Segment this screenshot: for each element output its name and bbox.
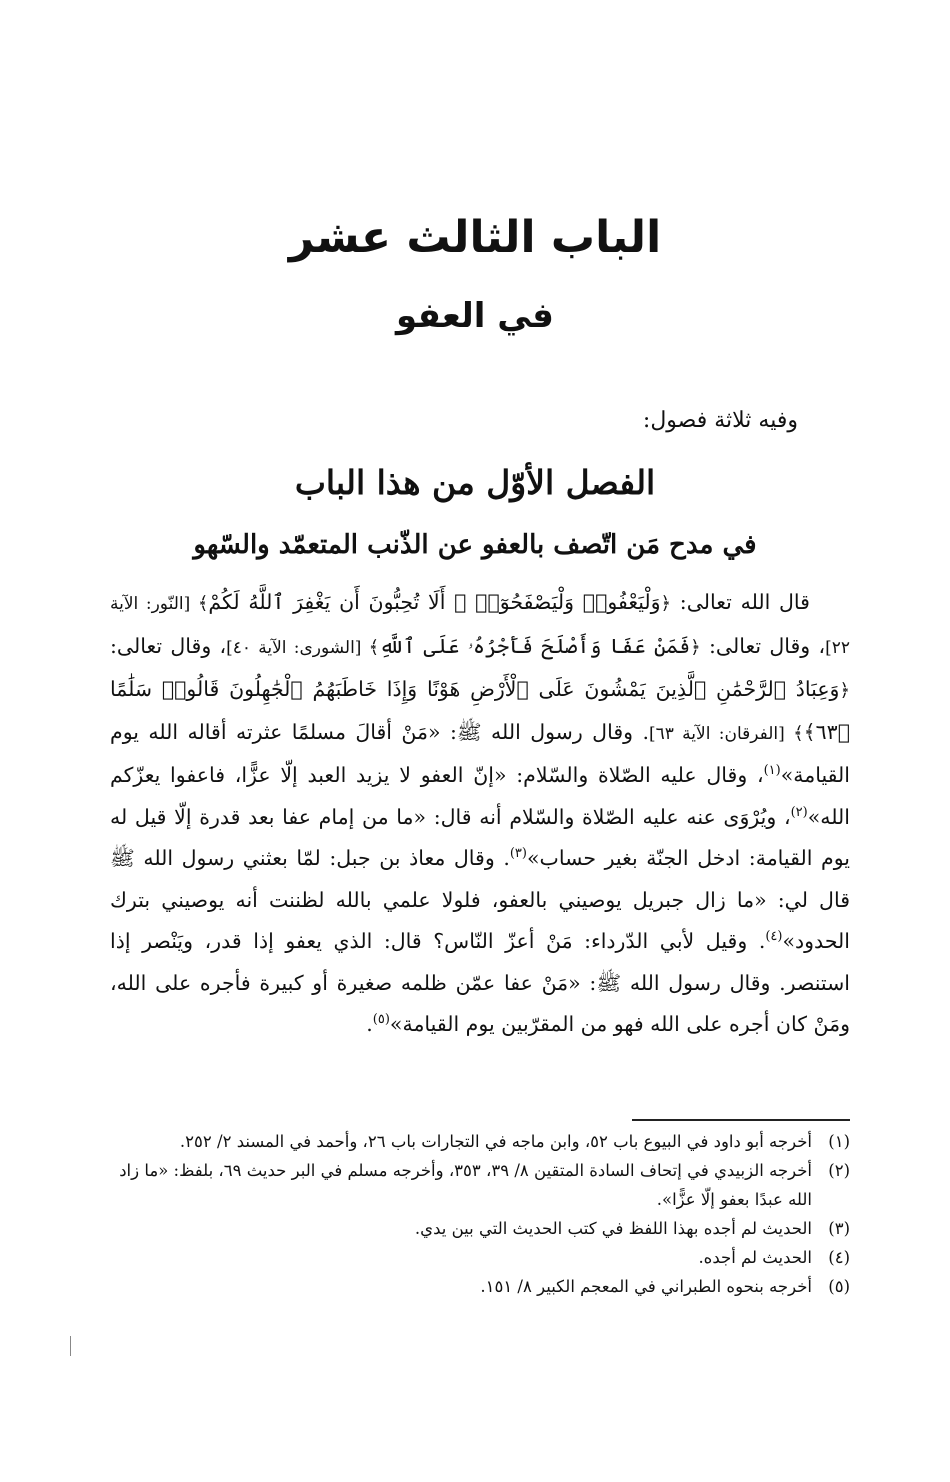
verse-reference: [الفرقان: الآية ٦٣] (648, 723, 794, 744)
footnote-divider (632, 1119, 850, 1121)
verse-reference: [النّور: الآية ٢٢] (110, 594, 851, 658)
text-run: . وقال معاذ بن جبل: لمّا بعثني رسول الله ﷺ قال لي: «ما زال جبريل يوصيني بالعفو، فلولا علمي بالله لظننت أنه يوصيني بترك الحدود» (110, 846, 850, 953)
footnote-item (110, 1156, 850, 1214)
footnote-marker[interactable]: (٢) (790, 804, 808, 820)
footnote-marker[interactable]: (٣) (509, 846, 527, 862)
text-run: قال الله تعالى: (671, 590, 810, 614)
footnote-item (110, 1243, 850, 1272)
chapter-title: الباب الثالث عشر (288, 212, 662, 263)
footnote-item (110, 1127, 850, 1156)
scan-margin-mark (70, 1336, 71, 1356)
text-run: ، وقال عليه الصّلاة والسّلام: «إنّ العفو لا يزيد العبد إلّا عزًّا، فاعفوا يعزّكم الله» (110, 763, 850, 829)
footnote-item (110, 1214, 850, 1243)
section-subtitle: في مدح مَن اتّصف بالعفو عن الذّنب المتعمّد والسّهو (193, 530, 757, 560)
verse-reference: [الشورى: الآية ٤٠] (226, 637, 369, 658)
intro-line: وفيه ثلاثة فصول: (642, 408, 798, 433)
quran-verse: وَلْيَعْفُوا۟ وَلْيَصْفَحُوٓا۟ ۗ أَلَا تُحِبُّونَ أَن يَغْفِرَ ٱللَّهُ لَكُمْ (208, 590, 661, 614)
footnote-marker[interactable]: (١) (763, 763, 781, 779)
text-run: ، وقال تعالى: (110, 633, 227, 658)
footnote-number: (٣) (828, 1219, 850, 1238)
paragraph (110, 582, 850, 1046)
text-run: . وقال رسول الله ﷺ: «مَنْ أقالَ مسلمًا عثرته أقاله الله يوم القيامة» (110, 719, 850, 787)
footnote-text: أخرجه الزبيدي في إتحاف السادة المتقين ٨/ ٣٩، ٣٥٣، وأخرجه مسلم في البر حديث ٦٩، بلفظ: «ما زاد الله عبدًا بعفو إلّا عزًّا». (119, 1161, 812, 1209)
ayah-open-ornament: ﴿ (660, 593, 672, 614)
text-run: ، وقال تعالى: (700, 633, 826, 658)
footnote-marker[interactable]: (٥) (372, 1012, 390, 1028)
footnote-text: أخرجه أبو داود في البيوع باب ٥٢، وابن ماجه في التجارات باب ٢٦، وأحمد في المسند ٢/ ٢٥٢. (179, 1132, 812, 1151)
footnote-number: (١) (828, 1132, 850, 1151)
section-title: الفصل الأوّل من هذا الباب (294, 463, 656, 502)
quran-verse: وَعِبَادُ ٱلرَّحْمَٰنِ ٱلَّذِينَ يَمْشُونَ عَلَى ٱلْأَرْضِ هَوْنًا وَإِذَا خَاطَبَهُمُ ٱلْجَٰهِلُونَ قَالُوا۟ سَلَٰمًا ﴿٦٣﴾ (110, 677, 851, 744)
footnote-marker[interactable]: (٤) (765, 929, 783, 945)
text-run: ، ويُرْوَى عنه عليه الصّلاة والسّلام أنه قال: «ما من إمام عفا بعد قدرة إلّا قيل له يوم القيامة: ادخل الجنّة بغير حساب» (110, 804, 850, 870)
footnote-text: الحديث لم أجده. (698, 1248, 812, 1267)
footnote-number: (٢) (828, 1161, 850, 1180)
footnote-item (110, 1272, 850, 1301)
ayah-open-ornament: ﴿ (839, 680, 850, 701)
quran-verse: فَمَنْ عَفَا وَأَصْلَحَ فَأَجْرُهُۥ عَلَى ٱللَّهِ (379, 633, 691, 658)
footnote-number: (٤) (828, 1248, 850, 1267)
ayah-close-ornament: ﴾ (368, 636, 380, 658)
ayah-close-ornament: ﴾ (197, 593, 209, 614)
footnote-number: (٥) (828, 1277, 850, 1296)
footnote-text: أخرجه بنحوه الطبراني في المعجم الكبير ٨/ ١٥١. (480, 1277, 812, 1296)
text-run: . (366, 1012, 373, 1036)
ayah-close-ornament: ﴾ (793, 722, 804, 744)
footnote-text: الحديث لم أجده بهذا اللفظ في كتب الحديث التي بين يدي. (414, 1219, 812, 1238)
text-run: . وقيل لأبي الدّرداء: مَنْ أعزّ النّاس؟ قال: الذي يعفو إذا قدر، ويَنْصر إذا استنصر. وقال رسول الله ﷺ: «مَنْ عفا عمّن ظلمه صغيرة أو كبيرة فأجره على الله، ومَنْ كان أجره على الله فهو من المقرّبين يوم القيامة» (110, 929, 850, 1036)
main-paragraph (110, 582, 850, 1046)
chapter-subtitle: في العفو (396, 296, 554, 336)
footnotes-list (110, 1127, 850, 1301)
ayah-open-ornament: ﴿ (690, 636, 701, 658)
